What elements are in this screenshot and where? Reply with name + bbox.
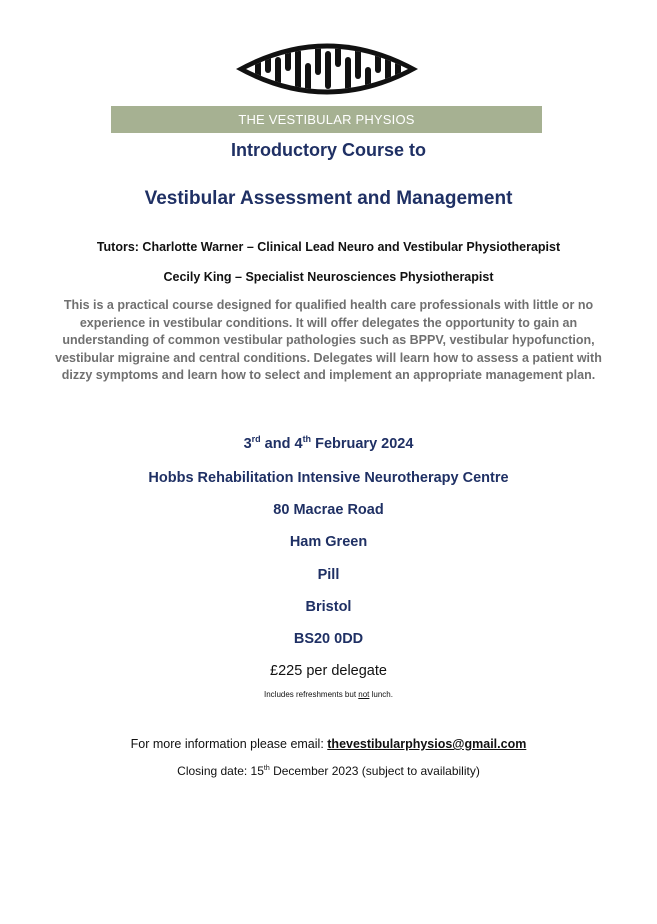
note-prefix: Includes refreshments but	[264, 690, 359, 699]
date-day2: 4	[294, 436, 303, 452]
contact-info	[0, 737, 657, 751]
tutor-line-1: Tutors: Charlotte Warner – Clinical Lead Neuro and Vestibular Physiotherapist	[96, 240, 561, 254]
address-line-1: 80 Macrae Road	[273, 502, 384, 518]
brand-banner: THE VESTIBULAR PHYSIOS	[111, 106, 542, 133]
vestibular-eye-logo	[232, 30, 422, 108]
course-title-line1: Introductory Course to	[230, 140, 426, 160]
contact-email-link[interactable]: thevestibularphysios@gmail.com	[327, 737, 527, 751]
price: £225 per delegate	[270, 663, 387, 679]
event-date	[0, 436, 657, 452]
closing-date	[0, 764, 657, 778]
date-and: and	[260, 436, 295, 452]
price-note	[0, 690, 657, 699]
course-description: This is a practical course designed for qualified health care professionals with little or no experience in vestibular conditions. It will offer delegates the opportunity to gain an understanding of common vestibular pathologies such as BPPV, vestibular hypofunction, vestibular migraine and central conditions. Delegates will learn how to assess a patient with dizzy symptoms and learn how to select and implement an appropriate management plan.	[55, 298, 602, 382]
note-suffix: lunch.	[369, 690, 393, 699]
address-line-4: Bristol	[305, 599, 352, 615]
address-line-2: Ham Green	[289, 534, 368, 550]
date-day1-suffix: rd	[251, 434, 261, 445]
address-line-3: Pill	[317, 567, 340, 583]
date-day2-suffix: th	[302, 434, 312, 445]
contact-prefix: For more information please email:	[130, 737, 328, 751]
postcode: BS20 0DD	[293, 631, 364, 647]
date-day1: 3	[243, 436, 252, 452]
closing-rest: December 2023 (subject to availability)	[269, 764, 480, 778]
tutor-line-2: Cecily King – Specialist Neurosciences Physiotherapist	[163, 270, 494, 284]
closing-suffix: th	[263, 765, 270, 772]
course-title-line2: Vestibular Assessment and Management	[144, 188, 513, 209]
note-emphasis: not	[358, 690, 370, 699]
closing-prefix: Closing date: 15	[177, 764, 264, 778]
venue-name: Hobbs Rehabilitation Intensive Neurotherapy Centre	[148, 470, 509, 486]
date-rest: February 2024	[311, 436, 414, 452]
